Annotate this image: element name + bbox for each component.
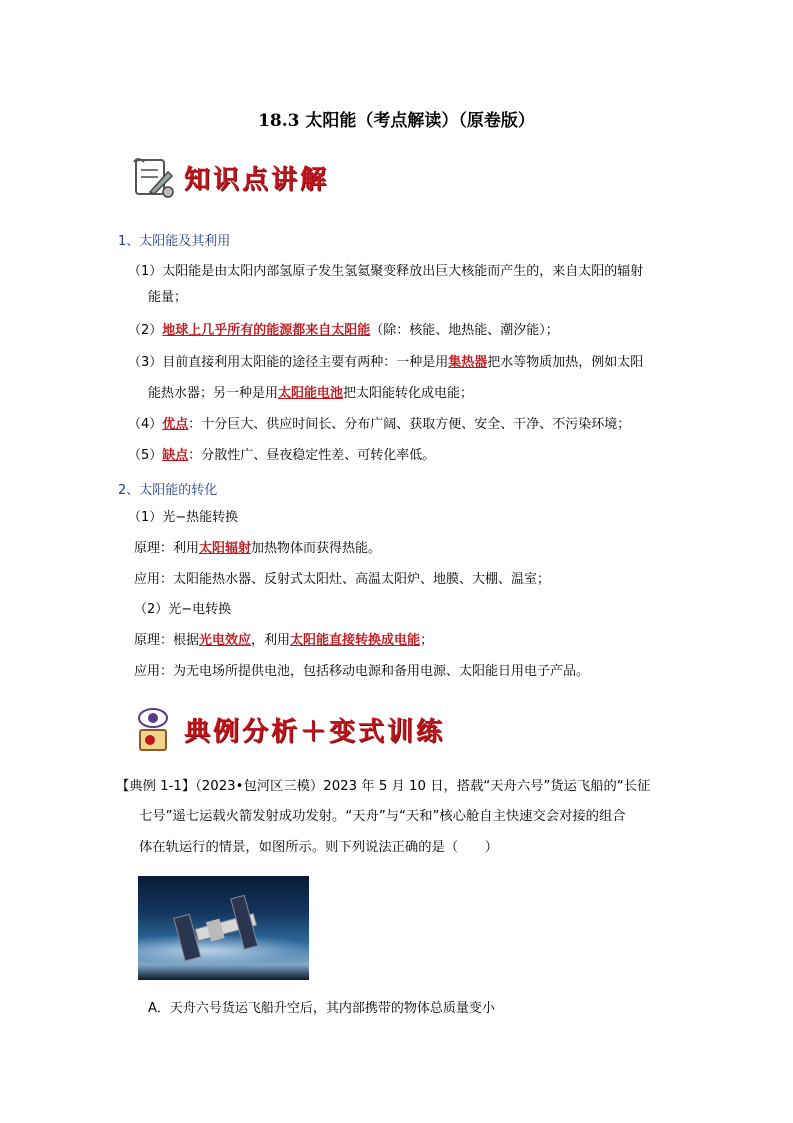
highlight-text: 太阳能直接转换成电能 [290, 633, 421, 648]
example-line: 七号”遥七运载火箭发射成功发射。“天舟”与“天和”核心舱自主快速交会对接的组合 [139, 809, 626, 824]
paragraph-line: 应用：太阳能热水器、反射式太阳灶、高温太阳炉、地膜、大棚、温室； [134, 572, 551, 587]
paragraph-line [134, 631, 433, 651]
space-station-image [138, 876, 309, 980]
paragraph-line [128, 321, 559, 341]
subheading: （1）光−热能转换 [128, 510, 239, 525]
highlight-text: 缺点 [162, 448, 189, 463]
text: ，利用 [251, 633, 291, 648]
paragraph-line [128, 353, 643, 373]
paragraph-line [128, 415, 630, 435]
text: ：十分巨大、供应时间长、分布广阔、获取方便、安全、干净、不污染环境； [188, 417, 631, 432]
highlight-text: 光电效应 [199, 633, 252, 648]
text: （5） [128, 448, 163, 463]
text: 能热水器；另一种是用 [148, 386, 279, 401]
paragraph-line [134, 539, 381, 559]
text: ：分散性广、昼夜稳定性差、可转化率低。 [188, 448, 436, 463]
text: 原理：利用 [134, 541, 200, 556]
paragraph-line: 应用：为无电场所提供电池，包括移动电源和备用电源、太阳能日用电子产品。 [134, 664, 590, 679]
text: 加热物体而获得热能。 [251, 541, 382, 556]
spacecraft-photo [138, 876, 309, 980]
text: 把水等物质加热，例如太阳 [487, 355, 644, 370]
banner-title: 典例分析＋变式训练 [184, 716, 446, 747]
text: ； [420, 633, 434, 648]
page-title: 18.3 太阳能（考点解读）（原卷版） [258, 111, 535, 131]
text: （除：核能、地热能、潮汐能）； [370, 323, 559, 338]
highlight-text: 优点 [162, 417, 189, 432]
example-line: 【典例 1-1】（2023•包河区三模）2023 年 5 月 10 日，搭载“天舟六号”货运飞船的“长征 [116, 779, 651, 794]
section-heading: 2、太阳能的转化 [118, 483, 218, 498]
text: 原理：根据 [134, 633, 200, 648]
section-heading: 1、太阳能及其利用 [118, 234, 231, 249]
examples-banner [128, 704, 445, 754]
highlight-text: 集热器 [448, 355, 488, 370]
eye-book-icon [128, 704, 178, 754]
highlight-text: 地球上几乎所有的能源都来自太阳能 [162, 323, 371, 338]
highlight-text: 太阳辐射 [199, 541, 252, 556]
text: 把太阳能转化成电能； [343, 386, 474, 401]
example-line: 体在轨运行的情景，如图所示。则下列说法正确的是（ ） [139, 840, 499, 855]
paragraph-line [148, 384, 473, 404]
text: （3）目前直接利用太阳能的途径主要有两种：一种是用 [128, 355, 449, 370]
text: （2） [128, 323, 163, 338]
banner-title: 知识点讲解 [184, 164, 330, 195]
option-a: A．天舟六号货运飞船升空后，其内部携带的物体总质量变小 [148, 1001, 495, 1016]
subheading: （2）光−电转换 [134, 602, 232, 617]
highlight-text: 太阳能电池 [278, 386, 344, 401]
paragraph-line: 能量； [148, 290, 188, 305]
paragraph-line: （1）太阳能是由太阳内部氢原子发生氢氦聚变释放出巨大核能而产生的，来自太阳的辐射 [128, 264, 644, 279]
text: （4） [128, 417, 163, 432]
paragraph-line [128, 446, 435, 466]
knowledge-banner [128, 152, 329, 202]
scroll-quill-icon [128, 152, 178, 202]
